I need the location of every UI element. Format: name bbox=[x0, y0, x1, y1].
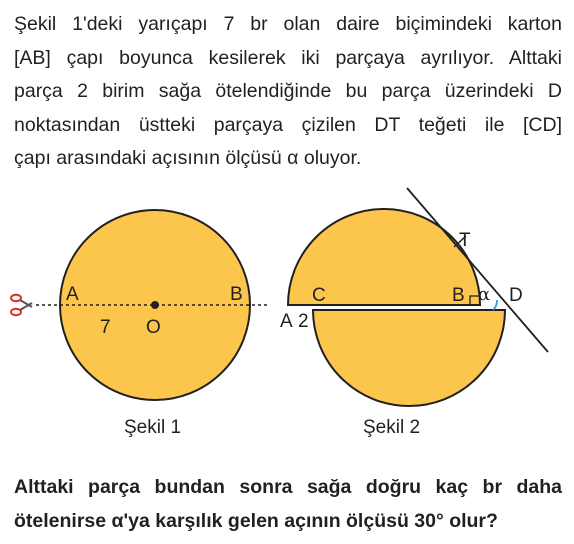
problem-line-2: [AB] çapı boyunca kesilerek iki parçaya ayrılıyor. Alttaki bbox=[14, 46, 562, 69]
problem-line-3: parça 2 birim sağa ötelendiğinde bu parça üzerindeki D bbox=[14, 80, 562, 103]
problem-line-1: Şekil 1'deki yarıçapı 7 br olan daire biçimindeki karton bbox=[14, 13, 562, 35]
label-B: B bbox=[230, 284, 243, 305]
label-O: O bbox=[146, 317, 161, 338]
label-radius: 7 bbox=[100, 317, 111, 338]
problem-line-4: noktasından üstteki parçaya çizilen DT teğeti ile [CD] bbox=[14, 113, 562, 136]
problem-line-5: çapı arasındaki açısının ölçüsü α oluyor. bbox=[14, 147, 362, 170]
figure-2 bbox=[280, 188, 548, 406]
label-A2: A bbox=[280, 311, 293, 332]
label-T: T bbox=[459, 230, 471, 251]
label-B2: B bbox=[452, 285, 465, 306]
label-alpha: α bbox=[478, 284, 491, 305]
caption-figure-2: Şekil 2 bbox=[363, 417, 421, 438]
figure-1 bbox=[11, 210, 268, 400]
center-point-O bbox=[151, 301, 159, 309]
label-A: A bbox=[66, 284, 79, 305]
label-D: D bbox=[509, 285, 523, 306]
scissors-icon bbox=[11, 295, 32, 315]
label-C: C bbox=[312, 285, 326, 306]
alpha-arc bbox=[493, 300, 497, 310]
lower-half-disc bbox=[313, 310, 505, 406]
question-text bbox=[14, 471, 562, 538]
question-line-2: ötelenirse α'ya karşılık gelen açının ölçüsü 30° olur? bbox=[14, 509, 498, 532]
question-line-1: Alttaki parça bundan sonra sağa doğru kaç br daha bbox=[14, 476, 562, 498]
caption-figure-1: Şekil 1 bbox=[124, 417, 182, 438]
label-shift: 2 bbox=[298, 311, 309, 332]
